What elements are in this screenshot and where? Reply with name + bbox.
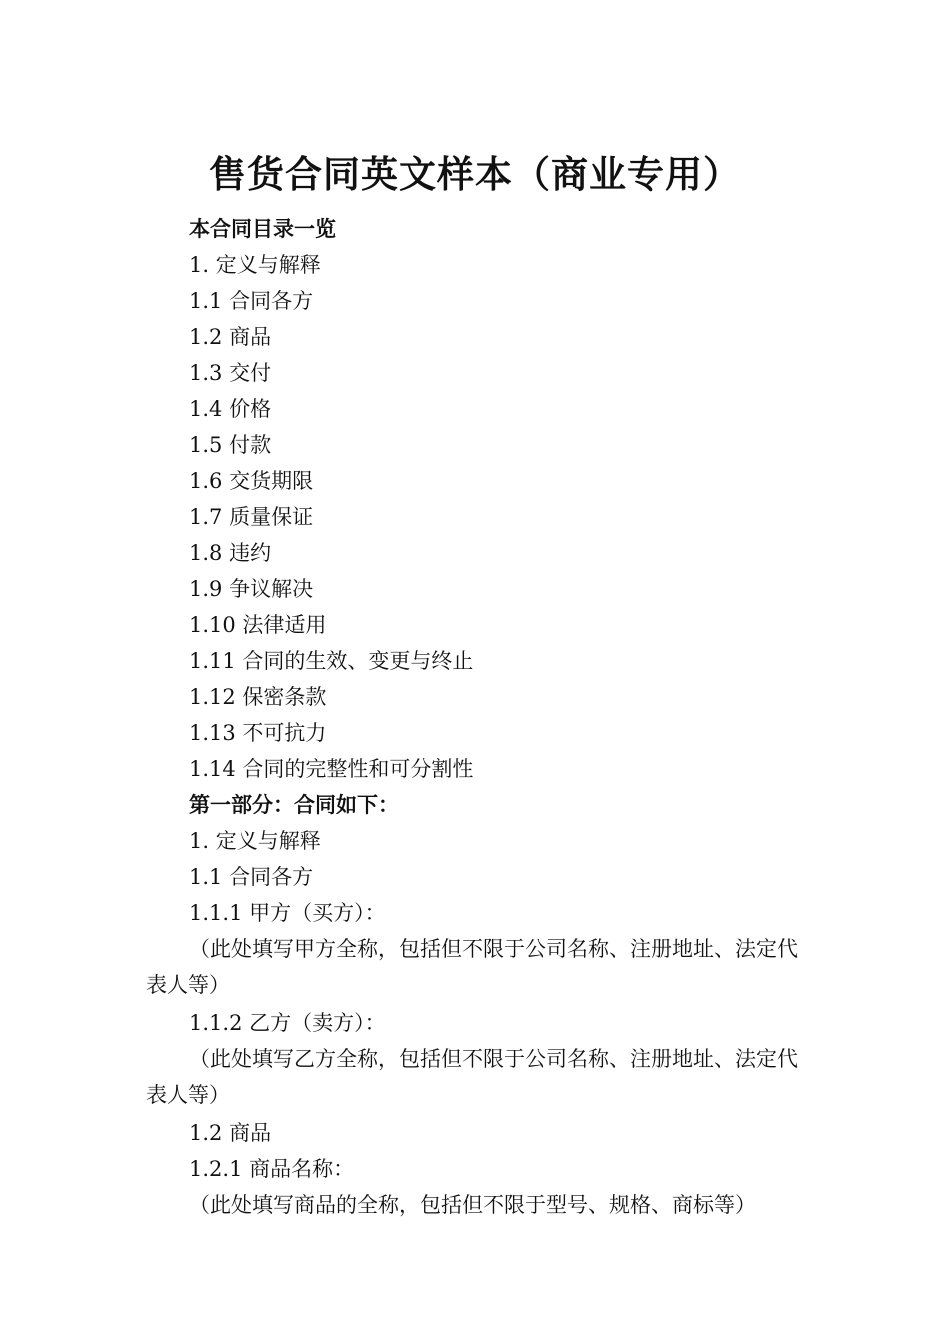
clause-heading: 1.1.2 乙方（卖方）： (189, 1011, 386, 1035)
toc-item: 1.5 付款 (189, 433, 272, 457)
toc-item: 1.12 保密条款 (189, 685, 327, 709)
toc-item: 1. 定义与解释 (189, 253, 321, 277)
section-heading: 1.2 商品 (189, 1121, 272, 1145)
party-a-placeholder: （此处填写甲方全称，包括但不限于公司名称、注册地址、法定代表人等） (146, 937, 798, 997)
toc-item: 1.8 违约 (189, 541, 272, 565)
toc-item: 1.7 质量保证 (189, 505, 314, 529)
goods-placeholder: （此处填写商品的全称，包括但不限于型号、规格、商标等） (189, 1193, 756, 1217)
party-b-placeholder: （此处填写乙方全称，包括但不限于公司名称、注册地址、法定代表人等） (146, 1047, 798, 1107)
toc-item: 1.13 不可抗力 (189, 721, 327, 745)
toc-item: 1.3 交付 (189, 361, 272, 385)
part-heading: 第一部分：合同如下： (189, 792, 399, 817)
clause-heading: 1.1.1 甲方（买方）： (189, 901, 386, 925)
toc-item: 1.11 合同的生效、变更与终止 (189, 649, 474, 673)
toc-item: 1.9 争议解决 (189, 577, 314, 601)
section-heading: 1.1 合同各方 (189, 865, 314, 889)
toc-item: 1.6 交货期限 (189, 469, 314, 493)
clause-heading: 1.2.1 商品名称： (189, 1157, 355, 1181)
toc-item: 1.1 合同各方 (189, 289, 314, 313)
toc-item: 1.4 价格 (189, 397, 272, 421)
toc-heading: 本合同目录一览 (189, 216, 336, 241)
toc-item: 1.2 商品 (189, 325, 272, 349)
toc-item: 1.14 合同的完整性和可分割性 (189, 757, 474, 781)
section-heading: 1. 定义与解释 (189, 829, 321, 853)
document-title: 售货合同英文样本（商业专用） (209, 152, 741, 196)
toc-item: 1.10 法律适用 (189, 613, 327, 637)
